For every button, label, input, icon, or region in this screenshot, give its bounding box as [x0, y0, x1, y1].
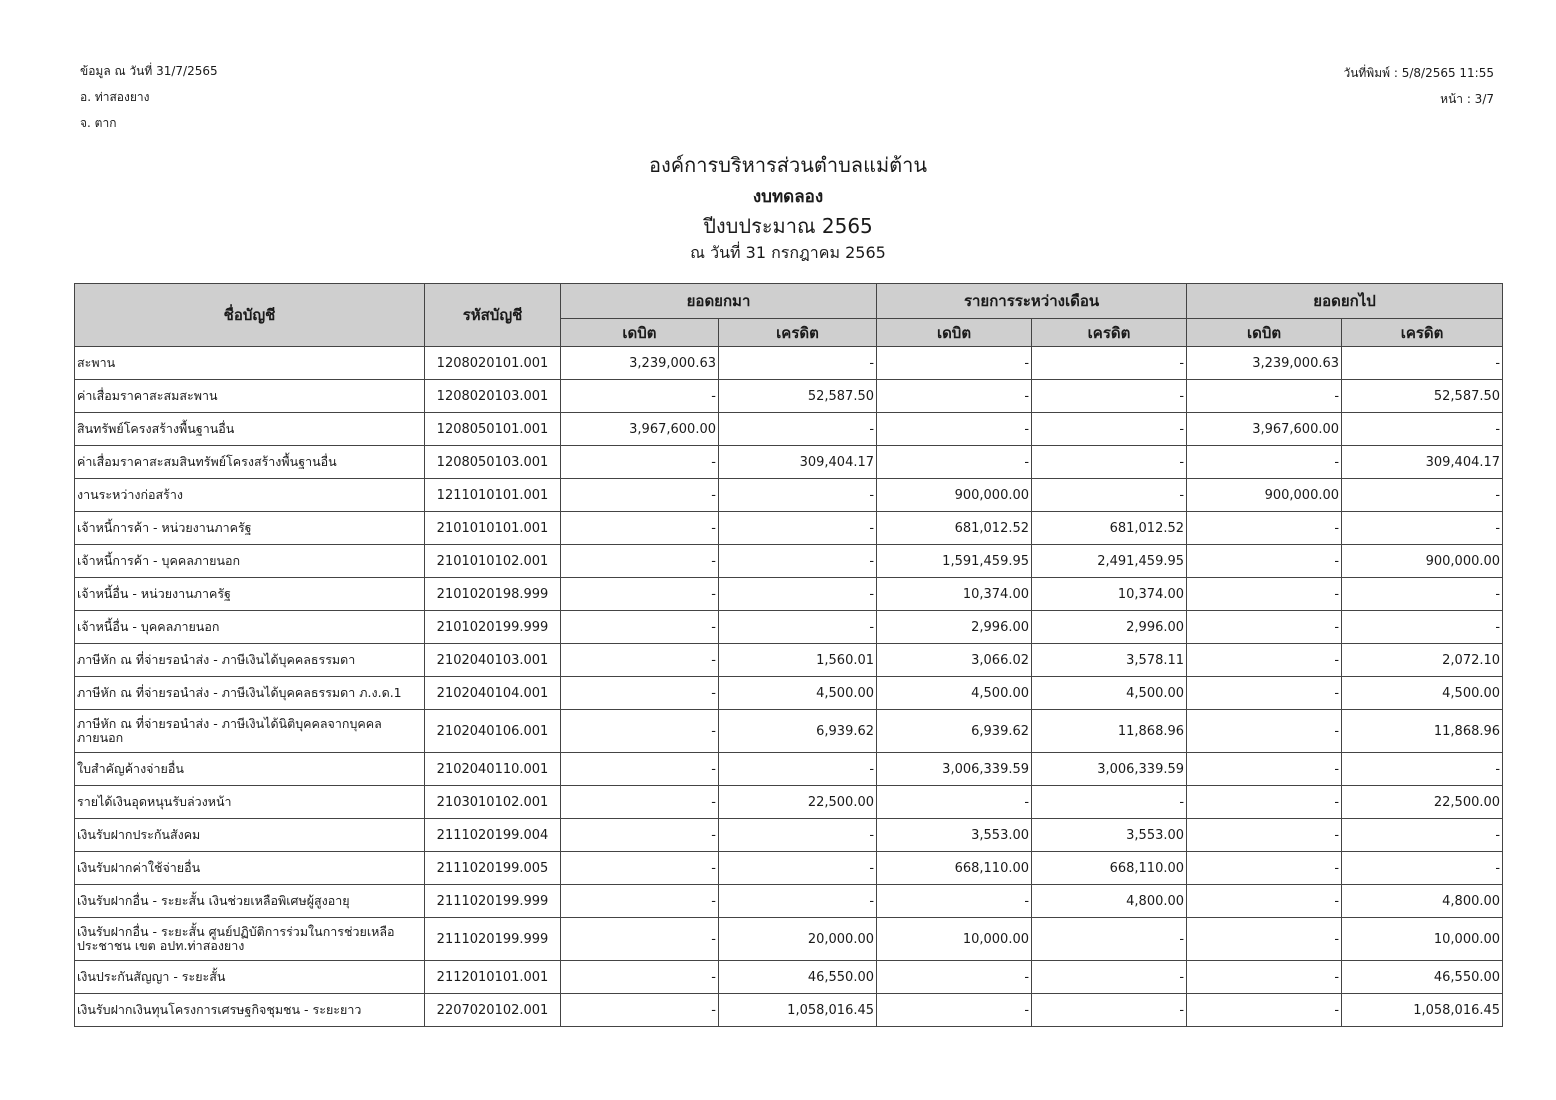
bf-credit-cell: - — [719, 413, 877, 446]
cf-debit-cell: - — [1187, 611, 1342, 644]
account-name-cell: เงินรับฝากอื่น - ระยะสั้น ศูนย์ปฏิบัติการร่วมในการช่วยเหลือประชาชน เขต อปท.ท่าสองยาง — [75, 918, 425, 961]
account-code-cell: 2102040104.001 — [425, 677, 561, 710]
cf-credit-cell: 22,500.00 — [1342, 786, 1503, 819]
bf-credit-cell: 6,939.62 — [719, 710, 877, 753]
bf-debit-cell: - — [561, 644, 719, 677]
table-row — [75, 347, 1503, 380]
bf-credit-cell: - — [719, 611, 877, 644]
bf-credit-cell: 20,000.00 — [719, 918, 877, 961]
account-name-cell: เจ้าหนี้อื่น - หน่วยงานภาครัฐ — [75, 578, 425, 611]
account-code-cell: 2111020199.004 — [425, 819, 561, 852]
cf-credit-cell: - — [1342, 753, 1503, 786]
monthly-debit-cell: 3,553.00 — [877, 819, 1032, 852]
cf-debit-cell: - — [1187, 961, 1342, 994]
cf-debit-cell: 3,239,000.63 — [1187, 347, 1342, 380]
header-brought-forward: ยอดยกมา — [561, 284, 877, 319]
bf-credit-cell: - — [719, 512, 877, 545]
table-row — [75, 994, 1503, 1027]
header-cf-debit: เดบิต — [1187, 319, 1342, 347]
cf-credit-cell: - — [1342, 852, 1503, 885]
report-meta-right — [1343, 66, 1494, 118]
account-name-cell: เงินประกันสัญญา - ระยะสั้น — [75, 961, 425, 994]
bf-debit-cell: - — [561, 885, 719, 918]
bf-credit-cell: 309,404.17 — [719, 446, 877, 479]
bf-debit-cell: - — [561, 994, 719, 1027]
monthly-credit-cell: 681,012.52 — [1032, 512, 1187, 545]
monthly-debit-cell: - — [877, 786, 1032, 819]
district: อ. ท่าสองยาง — [80, 90, 150, 104]
table-row — [75, 479, 1503, 512]
cf-debit-cell: - — [1187, 545, 1342, 578]
account-code-cell: 2101010102.001 — [425, 545, 561, 578]
account-code-cell: 2103010102.001 — [425, 786, 561, 819]
monthly-debit-cell: 3,066.02 — [877, 644, 1032, 677]
monthly-credit-cell: 11,868.96 — [1032, 710, 1187, 753]
bf-credit-cell: - — [719, 885, 877, 918]
account-name-cell: ค่าเสื่อมราคาสะสมสะพาน — [75, 380, 425, 413]
table-row — [75, 852, 1503, 885]
bf-credit-cell: - — [719, 479, 877, 512]
account-name-cell: ภาษีหัก ณ ที่จ่ายรอนำส่ง - ภาษีเงินได้บุคคลธรรมดา — [75, 644, 425, 677]
cf-credit-cell: 309,404.17 — [1342, 446, 1503, 479]
cf-debit-cell: - — [1187, 446, 1342, 479]
table-row — [75, 918, 1503, 961]
account-name-cell: ค่าเสื่อมราคาสะสมสินทรัพย์โครงสร้างพื้นฐานอื่น — [75, 446, 425, 479]
account-name-cell: งานระหว่างก่อสร้าง — [75, 479, 425, 512]
cf-debit-cell: - — [1187, 512, 1342, 545]
table-row — [75, 380, 1503, 413]
table-row — [75, 446, 1503, 479]
bf-debit-cell: - — [561, 710, 719, 753]
monthly-credit-cell: - — [1032, 786, 1187, 819]
cf-debit-cell: 3,967,600.00 — [1187, 413, 1342, 446]
account-name-cell: เจ้าหนี้การค้า - หน่วยงานภาครัฐ — [75, 512, 425, 545]
bf-debit-cell: - — [561, 786, 719, 819]
monthly-credit-cell: 2,996.00 — [1032, 611, 1187, 644]
cf-debit-cell: - — [1187, 885, 1342, 918]
account-name-cell: ใบสำคัญค้างจ่ายอื่น — [75, 753, 425, 786]
bf-credit-cell: 4,500.00 — [719, 677, 877, 710]
monthly-credit-cell: 10,374.00 — [1032, 578, 1187, 611]
table-body — [75, 347, 1503, 1027]
organization-title: องค์การบริหารส่วนตำบลแม่ต้าน — [648, 153, 928, 177]
account-code-cell: 2102040110.001 — [425, 753, 561, 786]
cf-debit-cell: - — [1187, 710, 1342, 753]
monthly-debit-cell: - — [877, 413, 1032, 446]
bf-debit-cell: - — [561, 961, 719, 994]
cf-debit-cell: - — [1187, 644, 1342, 677]
account-name-cell: สะพาน — [75, 347, 425, 380]
monthly-credit-cell: - — [1032, 347, 1187, 380]
account-name-cell: รายได้เงินอุดหนุนรับล่วงหน้า — [75, 786, 425, 819]
print-date: วันที่พิมพ์ : 5/8/2565 11:55 — [1343, 66, 1494, 80]
bf-credit-cell: - — [719, 578, 877, 611]
monthly-credit-cell: 2,491,459.95 — [1032, 545, 1187, 578]
monthly-credit-cell: 4,500.00 — [1032, 677, 1187, 710]
cf-credit-cell: - — [1342, 611, 1503, 644]
account-code-cell: 2111020199.005 — [425, 852, 561, 885]
bf-debit-cell: 3,967,600.00 — [561, 413, 719, 446]
cf-debit-cell: - — [1187, 380, 1342, 413]
header-carried-forward: ยอดยกไป — [1187, 284, 1503, 319]
bf-debit-cell: - — [561, 380, 719, 413]
bf-credit-cell: 46,550.00 — [719, 961, 877, 994]
cf-credit-cell: 46,550.00 — [1342, 961, 1503, 994]
table-row — [75, 786, 1503, 819]
account-code-cell: 2112010101.001 — [425, 961, 561, 994]
cf-debit-cell: - — [1187, 918, 1342, 961]
table-row — [75, 885, 1503, 918]
monthly-debit-cell: 681,012.52 — [877, 512, 1032, 545]
bf-credit-cell: - — [719, 545, 877, 578]
table-row — [75, 545, 1503, 578]
monthly-credit-cell: - — [1032, 961, 1187, 994]
cf-credit-cell: - — [1342, 578, 1503, 611]
header-cf-credit: เครดิต — [1342, 319, 1503, 347]
bf-debit-cell: - — [561, 512, 719, 545]
account-code-cell: 1208050101.001 — [425, 413, 561, 446]
monthly-debit-cell: 10,374.00 — [877, 578, 1032, 611]
monthly-debit-cell: - — [877, 347, 1032, 380]
table-row — [75, 753, 1503, 786]
monthly-debit-cell: 10,000.00 — [877, 918, 1032, 961]
monthly-credit-cell: - — [1032, 446, 1187, 479]
account-code-cell: 2102040106.001 — [425, 710, 561, 753]
account-code-cell: 2207020102.001 — [425, 994, 561, 1027]
bf-credit-cell: 1,058,016.45 — [719, 994, 877, 1027]
monthly-debit-cell: 2,996.00 — [877, 611, 1032, 644]
table-row — [75, 677, 1503, 710]
cf-credit-cell: 4,500.00 — [1342, 677, 1503, 710]
table-row — [75, 819, 1503, 852]
monthly-debit-cell: - — [877, 446, 1032, 479]
bf-debit-cell: - — [561, 611, 719, 644]
account-name-cell: เงินรับฝากค่าใช้จ่ายอื่น — [75, 852, 425, 885]
table-row — [75, 413, 1503, 446]
trial-balance-table — [74, 283, 1503, 1027]
monthly-debit-cell: - — [877, 961, 1032, 994]
bf-debit-cell: - — [561, 819, 719, 852]
bf-credit-cell: 52,587.50 — [719, 380, 877, 413]
header-account-code: รหัสบัญชี — [425, 284, 561, 347]
monthly-debit-cell: 1,591,459.95 — [877, 545, 1032, 578]
account-code-cell: 1208020103.001 — [425, 380, 561, 413]
cf-debit-cell: - — [1187, 852, 1342, 885]
bf-credit-cell: - — [719, 852, 877, 885]
fiscal-year: ปีงบประมาณ 2565 — [703, 214, 873, 238]
table-row — [75, 710, 1503, 753]
bf-credit-cell: - — [719, 819, 877, 852]
table-row — [75, 611, 1503, 644]
report-meta-left — [80, 64, 218, 142]
account-name-cell: ภาษีหัก ณ ที่จ่ายรอนำส่ง - ภาษีเงินได้บุคคลธรรมดา ภ.ง.ด.1 — [75, 677, 425, 710]
cf-credit-cell: - — [1342, 819, 1503, 852]
monthly-debit-cell: 4,500.00 — [877, 677, 1032, 710]
province: จ. ตาก — [80, 116, 117, 130]
monthly-credit-cell: 3,553.00 — [1032, 819, 1187, 852]
account-code-cell: 1211010101.001 — [425, 479, 561, 512]
account-name-cell: เงินรับฝากเงินทุนโครงการเศรษฐกิจชุมชน - ระยะยาว — [75, 994, 425, 1027]
monthly-credit-cell: 4,800.00 — [1032, 885, 1187, 918]
cf-debit-cell: - — [1187, 578, 1342, 611]
monthly-debit-cell: 900,000.00 — [877, 479, 1032, 512]
cf-credit-cell: - — [1342, 512, 1503, 545]
report-title: งบทดลอง — [752, 187, 824, 207]
account-name-cell: เจ้าหนี้อื่น - บุคคลภายนอก — [75, 611, 425, 644]
account-code-cell: 2101020199.999 — [425, 611, 561, 644]
account-name-cell: เงินรับฝากอื่น - ระยะสั้น เงินช่วยเหลือพิเศษผู้สูงอายุ — [75, 885, 425, 918]
monthly-credit-cell: - — [1032, 994, 1187, 1027]
account-code-cell: 1208020101.001 — [425, 347, 561, 380]
header-m-debit: เดบิต — [877, 319, 1032, 347]
data-date: ข้อมูล ณ วันที่ 31/7/2565 — [80, 64, 218, 78]
table-row — [75, 644, 1503, 677]
cf-credit-cell: - — [1342, 413, 1503, 446]
cf-debit-cell: 900,000.00 — [1187, 479, 1342, 512]
monthly-debit-cell: - — [877, 380, 1032, 413]
account-code-cell: 2101010101.001 — [425, 512, 561, 545]
account-name-cell: เงินรับฝากประกันสังคม — [75, 819, 425, 852]
table-row — [75, 961, 1503, 994]
header-bf-credit: เครดิต — [719, 319, 877, 347]
monthly-debit-cell: 3,006,339.59 — [877, 753, 1032, 786]
monthly-debit-cell: 6,939.62 — [877, 710, 1032, 753]
monthly-credit-cell: - — [1032, 380, 1187, 413]
cf-debit-cell: - — [1187, 819, 1342, 852]
table-row — [75, 578, 1503, 611]
report-titles — [0, 152, 1556, 263]
cf-credit-cell: 10,000.00 — [1342, 918, 1503, 961]
bf-credit-cell: 22,500.00 — [719, 786, 877, 819]
header-monthly-transactions: รายการระหว่างเดือน — [877, 284, 1187, 319]
monthly-credit-cell: 3,578.11 — [1032, 644, 1187, 677]
bf-debit-cell: - — [561, 578, 719, 611]
cf-credit-cell: - — [1342, 479, 1503, 512]
monthly-credit-cell: - — [1032, 918, 1187, 961]
monthly-credit-cell: 3,006,339.59 — [1032, 753, 1187, 786]
bf-debit-cell: - — [561, 852, 719, 885]
cf-credit-cell: - — [1342, 347, 1503, 380]
bf-debit-cell: - — [561, 479, 719, 512]
bf-debit-cell: - — [561, 545, 719, 578]
bf-credit-cell: - — [719, 753, 877, 786]
monthly-debit-cell: - — [877, 885, 1032, 918]
as-of-date: ณ วันที่ 31 กรกฎาคม 2565 — [690, 243, 886, 262]
account-name-cell: เจ้าหนี้การค้า - บุคคลภายนอก — [75, 545, 425, 578]
bf-debit-cell: 3,239,000.63 — [561, 347, 719, 380]
cf-credit-cell: 1,058,016.45 — [1342, 994, 1503, 1027]
cf-credit-cell: 2,072.10 — [1342, 644, 1503, 677]
account-code-cell: 1208050103.001 — [425, 446, 561, 479]
cf-credit-cell: 900,000.00 — [1342, 545, 1503, 578]
account-name-cell: สินทรัพย์โครงสร้างพื้นฐานอื่น — [75, 413, 425, 446]
bf-debit-cell: - — [561, 677, 719, 710]
bf-debit-cell: - — [561, 918, 719, 961]
table-row — [75, 512, 1503, 545]
cf-credit-cell: 52,587.50 — [1342, 380, 1503, 413]
bf-credit-cell: 1,560.01 — [719, 644, 877, 677]
cf-credit-cell: 11,868.96 — [1342, 710, 1503, 753]
cf-debit-cell: - — [1187, 753, 1342, 786]
monthly-credit-cell: - — [1032, 479, 1187, 512]
header-bf-debit: เดบิต — [561, 319, 719, 347]
monthly-debit-cell: 668,110.00 — [877, 852, 1032, 885]
account-code-cell: 2101020198.999 — [425, 578, 561, 611]
header-account-name: ชื่อบัญชี — [75, 284, 425, 347]
account-code-cell: 2111020199.999 — [425, 918, 561, 961]
monthly-credit-cell: - — [1032, 413, 1187, 446]
account-code-cell: 2102040103.001 — [425, 644, 561, 677]
cf-debit-cell: - — [1187, 994, 1342, 1027]
bf-debit-cell: - — [561, 753, 719, 786]
monthly-debit-cell: - — [877, 994, 1032, 1027]
bf-credit-cell: - — [719, 347, 877, 380]
account-name-cell: ภาษีหัก ณ ที่จ่ายรอนำส่ง - ภาษีเงินได้นิติบุคคลจากบุคคลภายนอก — [75, 710, 425, 753]
header-m-credit: เครดิต — [1032, 319, 1187, 347]
bf-debit-cell: - — [561, 446, 719, 479]
cf-credit-cell: 4,800.00 — [1342, 885, 1503, 918]
monthly-credit-cell: 668,110.00 — [1032, 852, 1187, 885]
cf-debit-cell: - — [1187, 786, 1342, 819]
cf-debit-cell: - — [1187, 677, 1342, 710]
page-number: หน้า : 3/7 — [1440, 92, 1494, 106]
account-code-cell: 2111020199.999 — [425, 885, 561, 918]
